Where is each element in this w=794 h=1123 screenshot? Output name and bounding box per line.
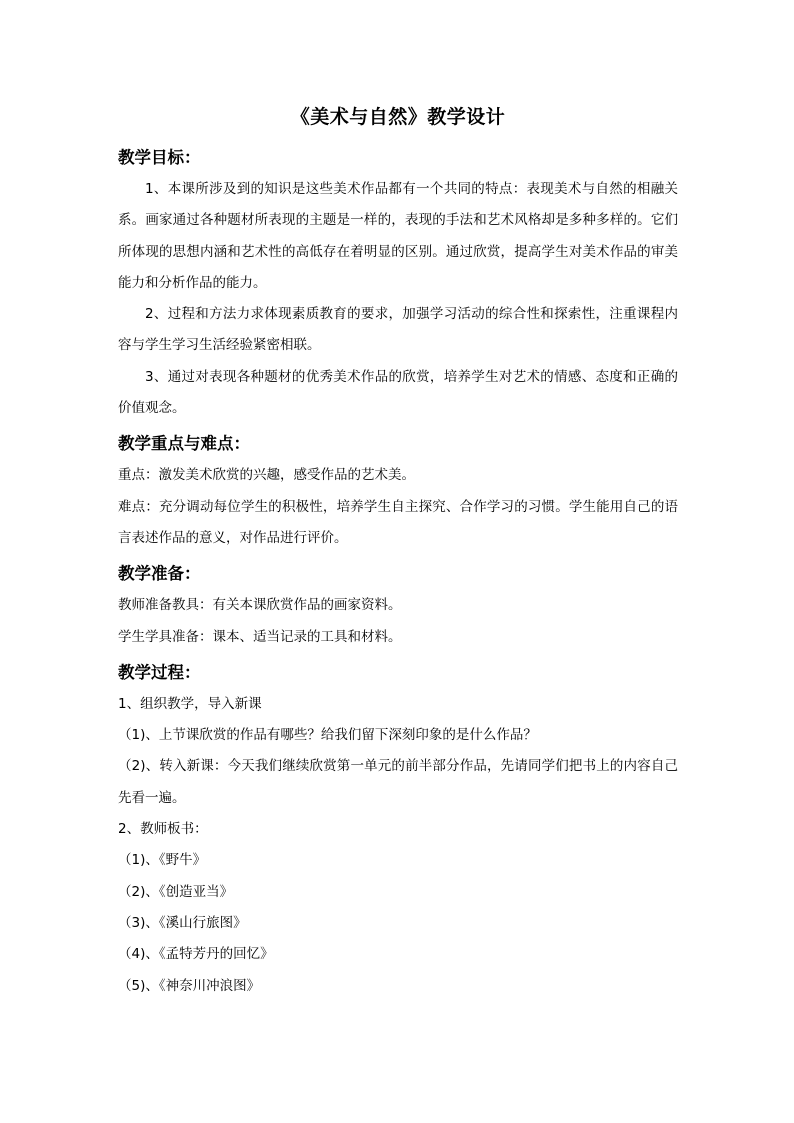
process-step-1-question-2: （2)、转入新课：今天我们继续欣赏第一单元的前半部分作品，先请同学们把书上的内容自己先看一遍。 <box>118 758 678 806</box>
difficulty-text: 难点：充分调动每位学生的积极性，培养学生自主探究、合作学习的习惯。学生能用自己的语言表述作品的意义，对作品进行评价。 <box>118 498 678 546</box>
artwork-list-item-4: （4)、《孟特芳丹的回忆》 <box>118 946 274 963</box>
key-points-heading: 教学重点与难点： <box>118 434 250 454</box>
goal-item-3: 3、通过对表现各种题材的优秀美术作品的欣赏，培养学生对艺术的情感、态度和正确的价值观念。 <box>118 368 678 417</box>
focus-text: 重点：激发美术欣赏的兴趣，感受作品的艺术美。 <box>118 467 415 484</box>
preparation-heading: 教学准备： <box>118 564 201 584</box>
process-step-1-question-1: （1)、上节课欣赏的作品有哪些？给我们留下深刻印象的是什么作品？ <box>118 727 537 744</box>
process-step-1: 1、组织教学，导入新课 <box>118 695 262 712</box>
artwork-list-item-1: （1)、《野牛》 <box>118 852 207 869</box>
process-heading: 教学过程： <box>118 662 201 682</box>
artwork-list-item-2: （2)、《创造亚当》 <box>118 883 234 900</box>
student-preparation: 学生学具准备：课本、适当记录的工具和材料。 <box>118 628 402 645</box>
goals-heading: 教学目标： <box>118 148 201 167</box>
artwork-list-item-3: （3)、《溪山行旅图》 <box>118 914 247 931</box>
goal-item-2: 2、过程和方法力求体现素质教育的要求，加强学习活动的综合性和探索性，注重课程内容与学生学习生活经验紧密相联。 <box>118 306 678 354</box>
artwork-list-item-5: （5)、《神奈川冲浪图》 <box>118 977 261 994</box>
goal-item-1: 1、本课所涉及到的知识是这些美术作品都有一个共同的特点：表现美术与自然的相融关系。画家通过各种题材所表现的主题是一样的，表现的手法和艺术风格却是多种多样的。它们所体现的思想内涵和艺术性的高低存在着明显的区别。通过欣赏，提高学生对美术作品的审美能力和分析作品的能力。 <box>118 181 678 291</box>
process-step-2: 2、教师板书： <box>118 821 208 838</box>
document-title: 《美术与自然》教学设计 <box>290 106 506 128</box>
document-body <box>118 100 678 1002</box>
teacher-preparation: 教师准备教具：有关本课欣赏作品的画家资料。 <box>118 597 402 614</box>
